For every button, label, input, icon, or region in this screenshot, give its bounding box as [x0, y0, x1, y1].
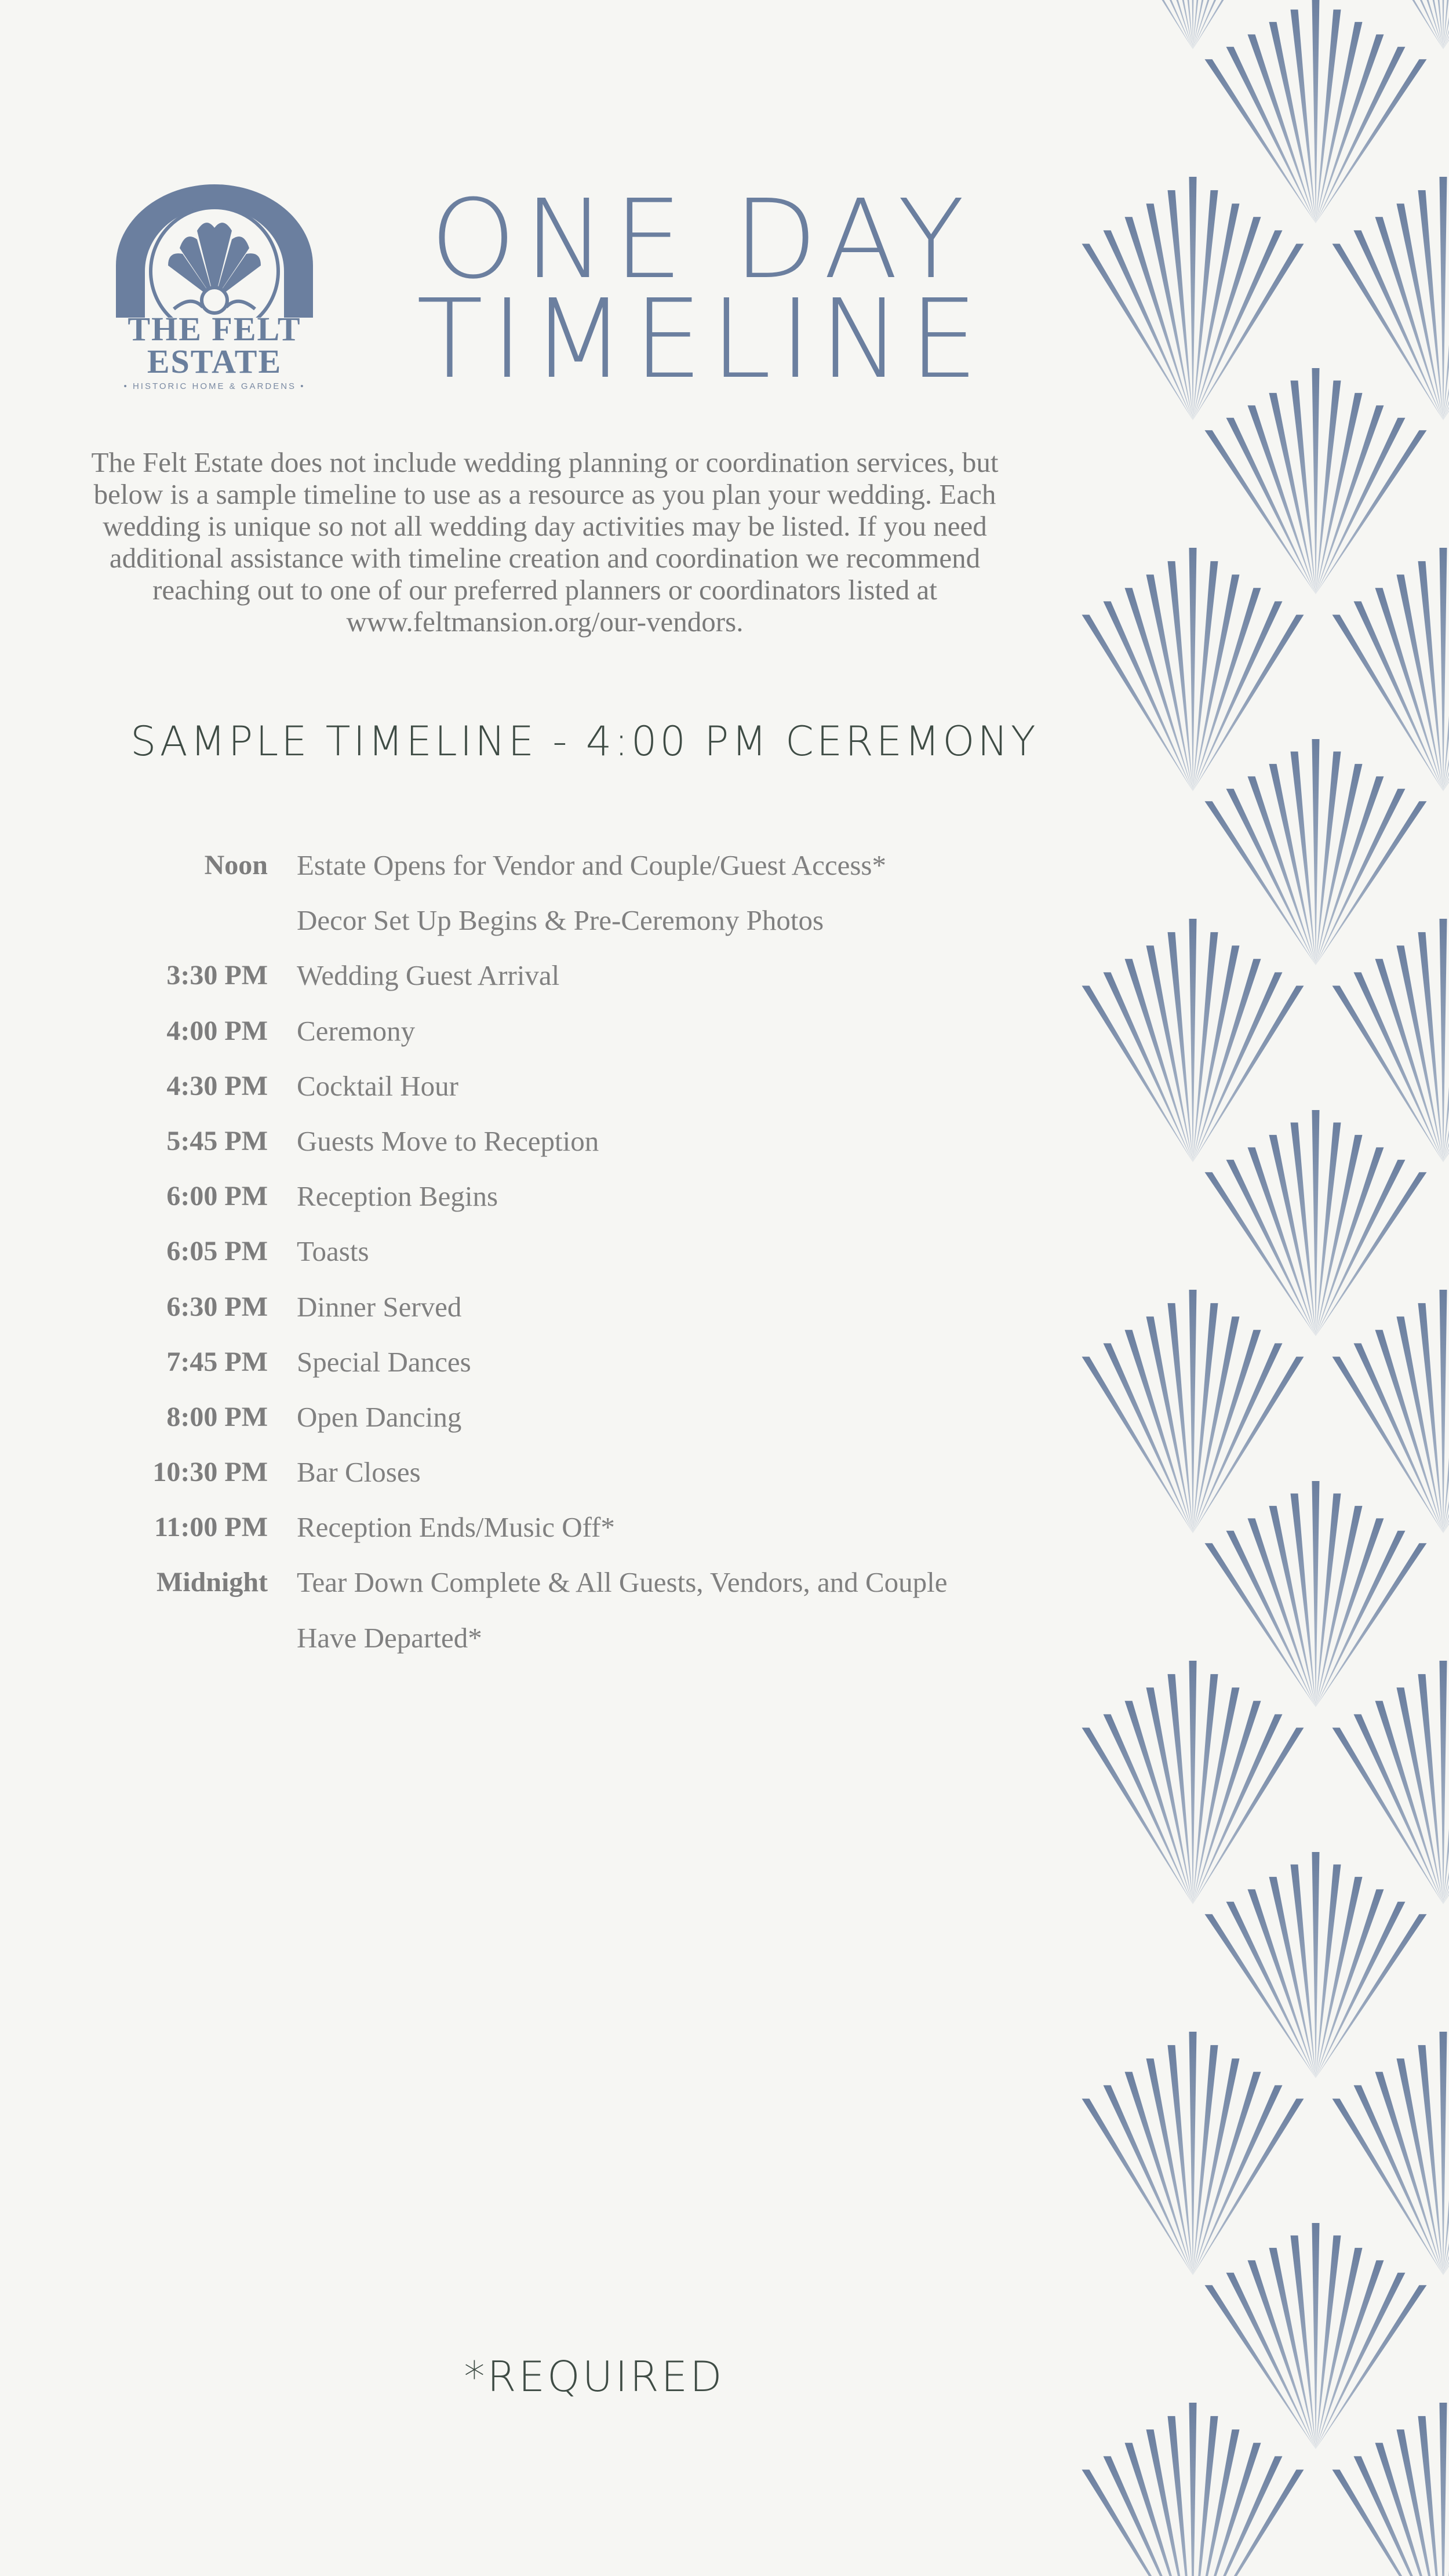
fan-motif	[1205, 0, 1427, 223]
shell-arch-icon	[110, 184, 319, 318]
timeline-event: Bar Closes	[297, 1456, 421, 1489]
timeline-row	[0, 1555, 1101, 1610]
fan-motif	[1082, 548, 1304, 791]
timeline-row	[0, 1058, 1101, 1114]
timeline-event: Guests Move to Reception	[297, 1125, 599, 1157]
fan-motif	[1333, 1290, 1449, 1533]
logo-subline: • HISTORIC HOME & GARDENS •	[123, 381, 305, 391]
fan-motif	[1205, 1110, 1427, 1336]
timeline-time: 3:30 PM	[166, 960, 268, 991]
timeline-row	[0, 1114, 1101, 1169]
intro-paragraph: The Felt Estate does not include wedding planning or coordination services, but below is a sample timeline to use as a resource as you plan your wedding. Each wedding is unique so not all wedding day activities may be listed. If you need additional assistance with timeline creation and coordination we recommend reaching out to one of our preferred planners or coordinators listed at www.feltmansion.org/our-vendors.	[91, 446, 999, 638]
timeline-event: Cocktail Hour	[297, 1069, 458, 1102]
timeline-event: Tear Down Complete & All Guests, Vendors, and Couple	[297, 1566, 948, 1599]
fan-motif	[1205, 1852, 1427, 2078]
timeline-time: Midnight	[156, 1567, 268, 1598]
fan-motif	[1205, 2223, 1427, 2449]
timeline-time: 4:30 PM	[166, 1070, 268, 1101]
fan-motif	[1082, 2403, 1304, 2576]
timeline-event: Toasts	[297, 1235, 369, 1268]
page-title-line-1: ONE DAY	[430, 176, 973, 303]
fan-motif	[1205, 739, 1427, 965]
timeline-time: 6:30 PM	[166, 1291, 268, 1322]
timeline-event: Reception Begins	[297, 1180, 498, 1213]
timeline-event: Wedding Guest Arrival	[297, 959, 560, 992]
fan-motif	[1333, 2032, 1449, 2275]
fan-motif	[1205, 368, 1427, 594]
timeline-time: 8:00 PM	[166, 1401, 268, 1432]
timeline-event: Dinner Served	[297, 1290, 462, 1323]
timeline-event: Decor Set Up Begins & Pre-Ceremony Photos	[297, 904, 824, 937]
timeline-row	[0, 1003, 1101, 1058]
logo-line-2: ESTATE	[147, 343, 282, 380]
timeline-row	[0, 1334, 1101, 1389]
timeline-time: 6:05 PM	[166, 1236, 268, 1267]
timeline-event: Special Dances	[297, 1345, 471, 1378]
timeline-row	[0, 1279, 1101, 1334]
timeline-time: Noon	[204, 850, 268, 881]
timeline-list	[0, 838, 1101, 1665]
fan-motif	[1333, 548, 1449, 791]
fan-motif	[1333, 2403, 1449, 2576]
timeline-row	[0, 1610, 1101, 1665]
timeline-time: 5:45 PM	[166, 1125, 268, 1156]
fan-motif	[1082, 1661, 1304, 1904]
timeline-row	[0, 1500, 1101, 1555]
fan-motif	[1082, 2032, 1304, 2275]
art-deco-fan-pattern-icon	[1066, 0, 1449, 2576]
section-title	[70, 718, 1101, 765]
fan-motif	[1333, 1661, 1449, 1904]
required-note: *REQUIRED	[464, 2352, 724, 2401]
timeline-event: Reception Ends/Music Off*	[297, 1511, 615, 1544]
fan-motif	[1082, 1290, 1304, 1533]
timeline-event: Open Dancing	[297, 1400, 462, 1433]
fan-motif	[1082, 919, 1304, 1162]
fan-motif	[1082, 177, 1304, 420]
fan-motif	[1333, 919, 1449, 1162]
timeline-time: 7:45 PM	[166, 1346, 268, 1377]
timeline-event: Ceremony	[297, 1014, 416, 1047]
fan-motif	[1205, 1481, 1427, 1707]
timeline-time: 6:00 PM	[166, 1181, 268, 1212]
timeline-row	[0, 1224, 1101, 1279]
timeline-time: 10:30 PM	[152, 1457, 268, 1488]
timeline-row	[0, 1445, 1101, 1500]
section-title-text: SAMPLE TIMELINE - 4:00 PM CEREMONY	[130, 718, 1039, 765]
logo-line-1: THE FELT	[128, 310, 301, 348]
timeline-event: Have Departed*	[297, 1621, 482, 1654]
timeline-time: 11:00 PM	[154, 1512, 268, 1543]
timeline-row	[0, 948, 1101, 1003]
fan-motif	[1333, 0, 1449, 49]
timeline-row	[0, 838, 1101, 893]
timeline-row	[0, 1169, 1101, 1224]
timeline-event: Estate Opens for Vendor and Couple/Guest Access*	[297, 849, 886, 881]
timeline-time: 4:00 PM	[166, 1015, 268, 1046]
felt-estate-logo	[110, 184, 319, 399]
timeline-row	[0, 893, 1101, 948]
fan-motif	[1333, 177, 1449, 420]
page-title-line-2: TIMELINE	[416, 276, 986, 403]
timeline-row	[0, 1389, 1101, 1445]
